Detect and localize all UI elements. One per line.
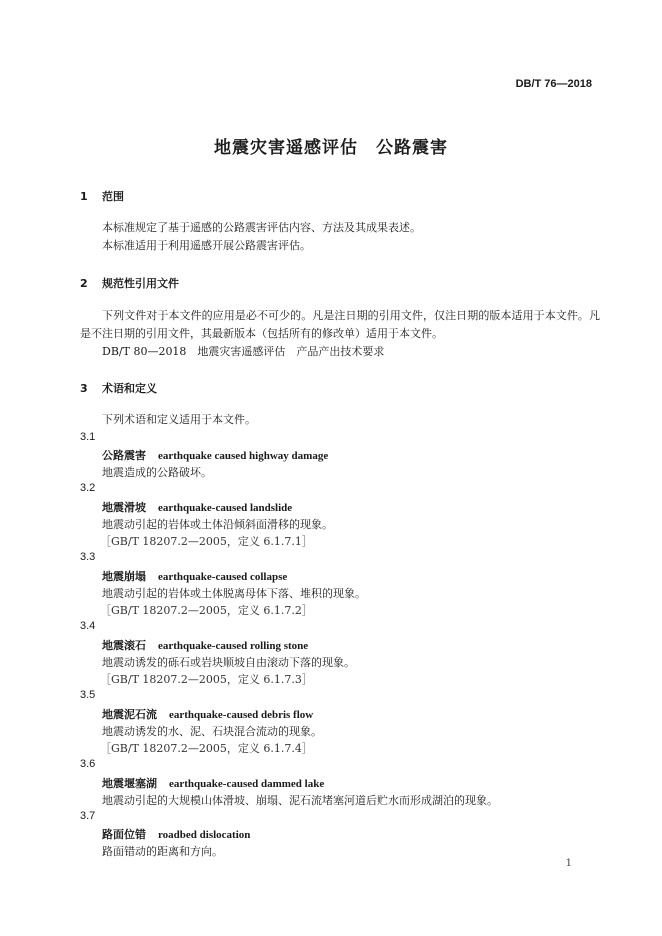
page-number: 1 (565, 858, 572, 869)
section-heading-normative-references: 2 规范性引用文件 (80, 277, 179, 290)
term-title: 地震崩塌 earthquake-caused collapse (102, 570, 288, 583)
term-definition: 地震动引起的大规模山体滑坡、崩塌、泥石流堵塞河道后贮水而形成湖泊的现象。 (102, 794, 498, 807)
section-heading-scope: 1 范围 (80, 190, 124, 203)
term-title: 地震泥石流 earthquake-caused debris flow (102, 708, 314, 721)
term-number: 3.1 (80, 431, 96, 443)
page-title (0, 133, 662, 158)
terms-intro: 下列术语和定义适用于本文件。 (102, 413, 256, 426)
term-title: 路面位错 roadbed dislocation (102, 828, 251, 841)
standard-code: DB/T 76—2018 (515, 78, 592, 90)
term-definition: 地震动引起的岩体或土体脱离母体下落、堆积的现象。 (102, 587, 366, 600)
term-definition: 地震造成的公路破坏。 (102, 466, 212, 479)
term-reference: ［GB/T 18207.2—2005，定义 6.1.7.2］ (100, 604, 313, 617)
term-reference: ［GB/T 18207.2—2005，定义 6.1.7.3］ (100, 673, 313, 686)
term-definition: 地震动诱发的水、泥、石块混合流动的现象。 (102, 725, 322, 738)
term-number: 3.2 (80, 482, 96, 494)
term-reference: ［GB/T 18207.2—2005，定义 6.1.7.4］ (100, 742, 313, 755)
term-number: 3.6 (80, 758, 96, 770)
normative-reference: DB/T 80—2018 地震灾害遥感评估 产品产出技术要求 (102, 345, 385, 358)
term-title: 地震滚石 earthquake-caused rolling stone (102, 639, 309, 652)
term-number: 3.3 (80, 551, 96, 563)
normative-paragraph: 下列文件对于本文件的应用是必不可少的。凡是注日期的引用文件，仅注日期的版本适用于本文件。凡是不注日期的引用文件，其最新版本（包括所有的修改单）适用于本文件。 (80, 309, 600, 340)
term-definition: 地震动引起的岩体或土体沿倾斜面滑移的现象。 (102, 518, 333, 531)
term-title: 地震堰塞湖 earthquake-caused dammed lake (102, 777, 325, 790)
term-definition: 路面错动的距离和方向。 (102, 845, 223, 858)
term-reference: ［GB/T 18207.2—2005，定义 6.1.7.1］ (100, 535, 313, 548)
scope-line-2: 本标准适用于利用遥感开展公路震害评估。 (102, 239, 311, 252)
term-title: 地震滑坡 earthquake-caused landslide (102, 501, 293, 514)
term-definition: 地震动诱发的砾石或岩块顺坡自由滚动下落的现象。 (102, 656, 355, 669)
scope-line-1: 本标准规定了基于遥感的公路震害评估内容、方法及其成果表述。 (102, 221, 421, 234)
section-heading-terms: 3 术语和定义 (80, 382, 157, 395)
title-sub: 公路震害 (376, 138, 448, 158)
term-number: 3.7 (80, 810, 96, 822)
term-number: 3.5 (80, 689, 96, 701)
term-number: 3.4 (80, 620, 96, 632)
term-title: 公路震害 earthquake caused highway damage (102, 449, 329, 462)
title-main: 地震灾害遥感评估 (214, 138, 358, 158)
